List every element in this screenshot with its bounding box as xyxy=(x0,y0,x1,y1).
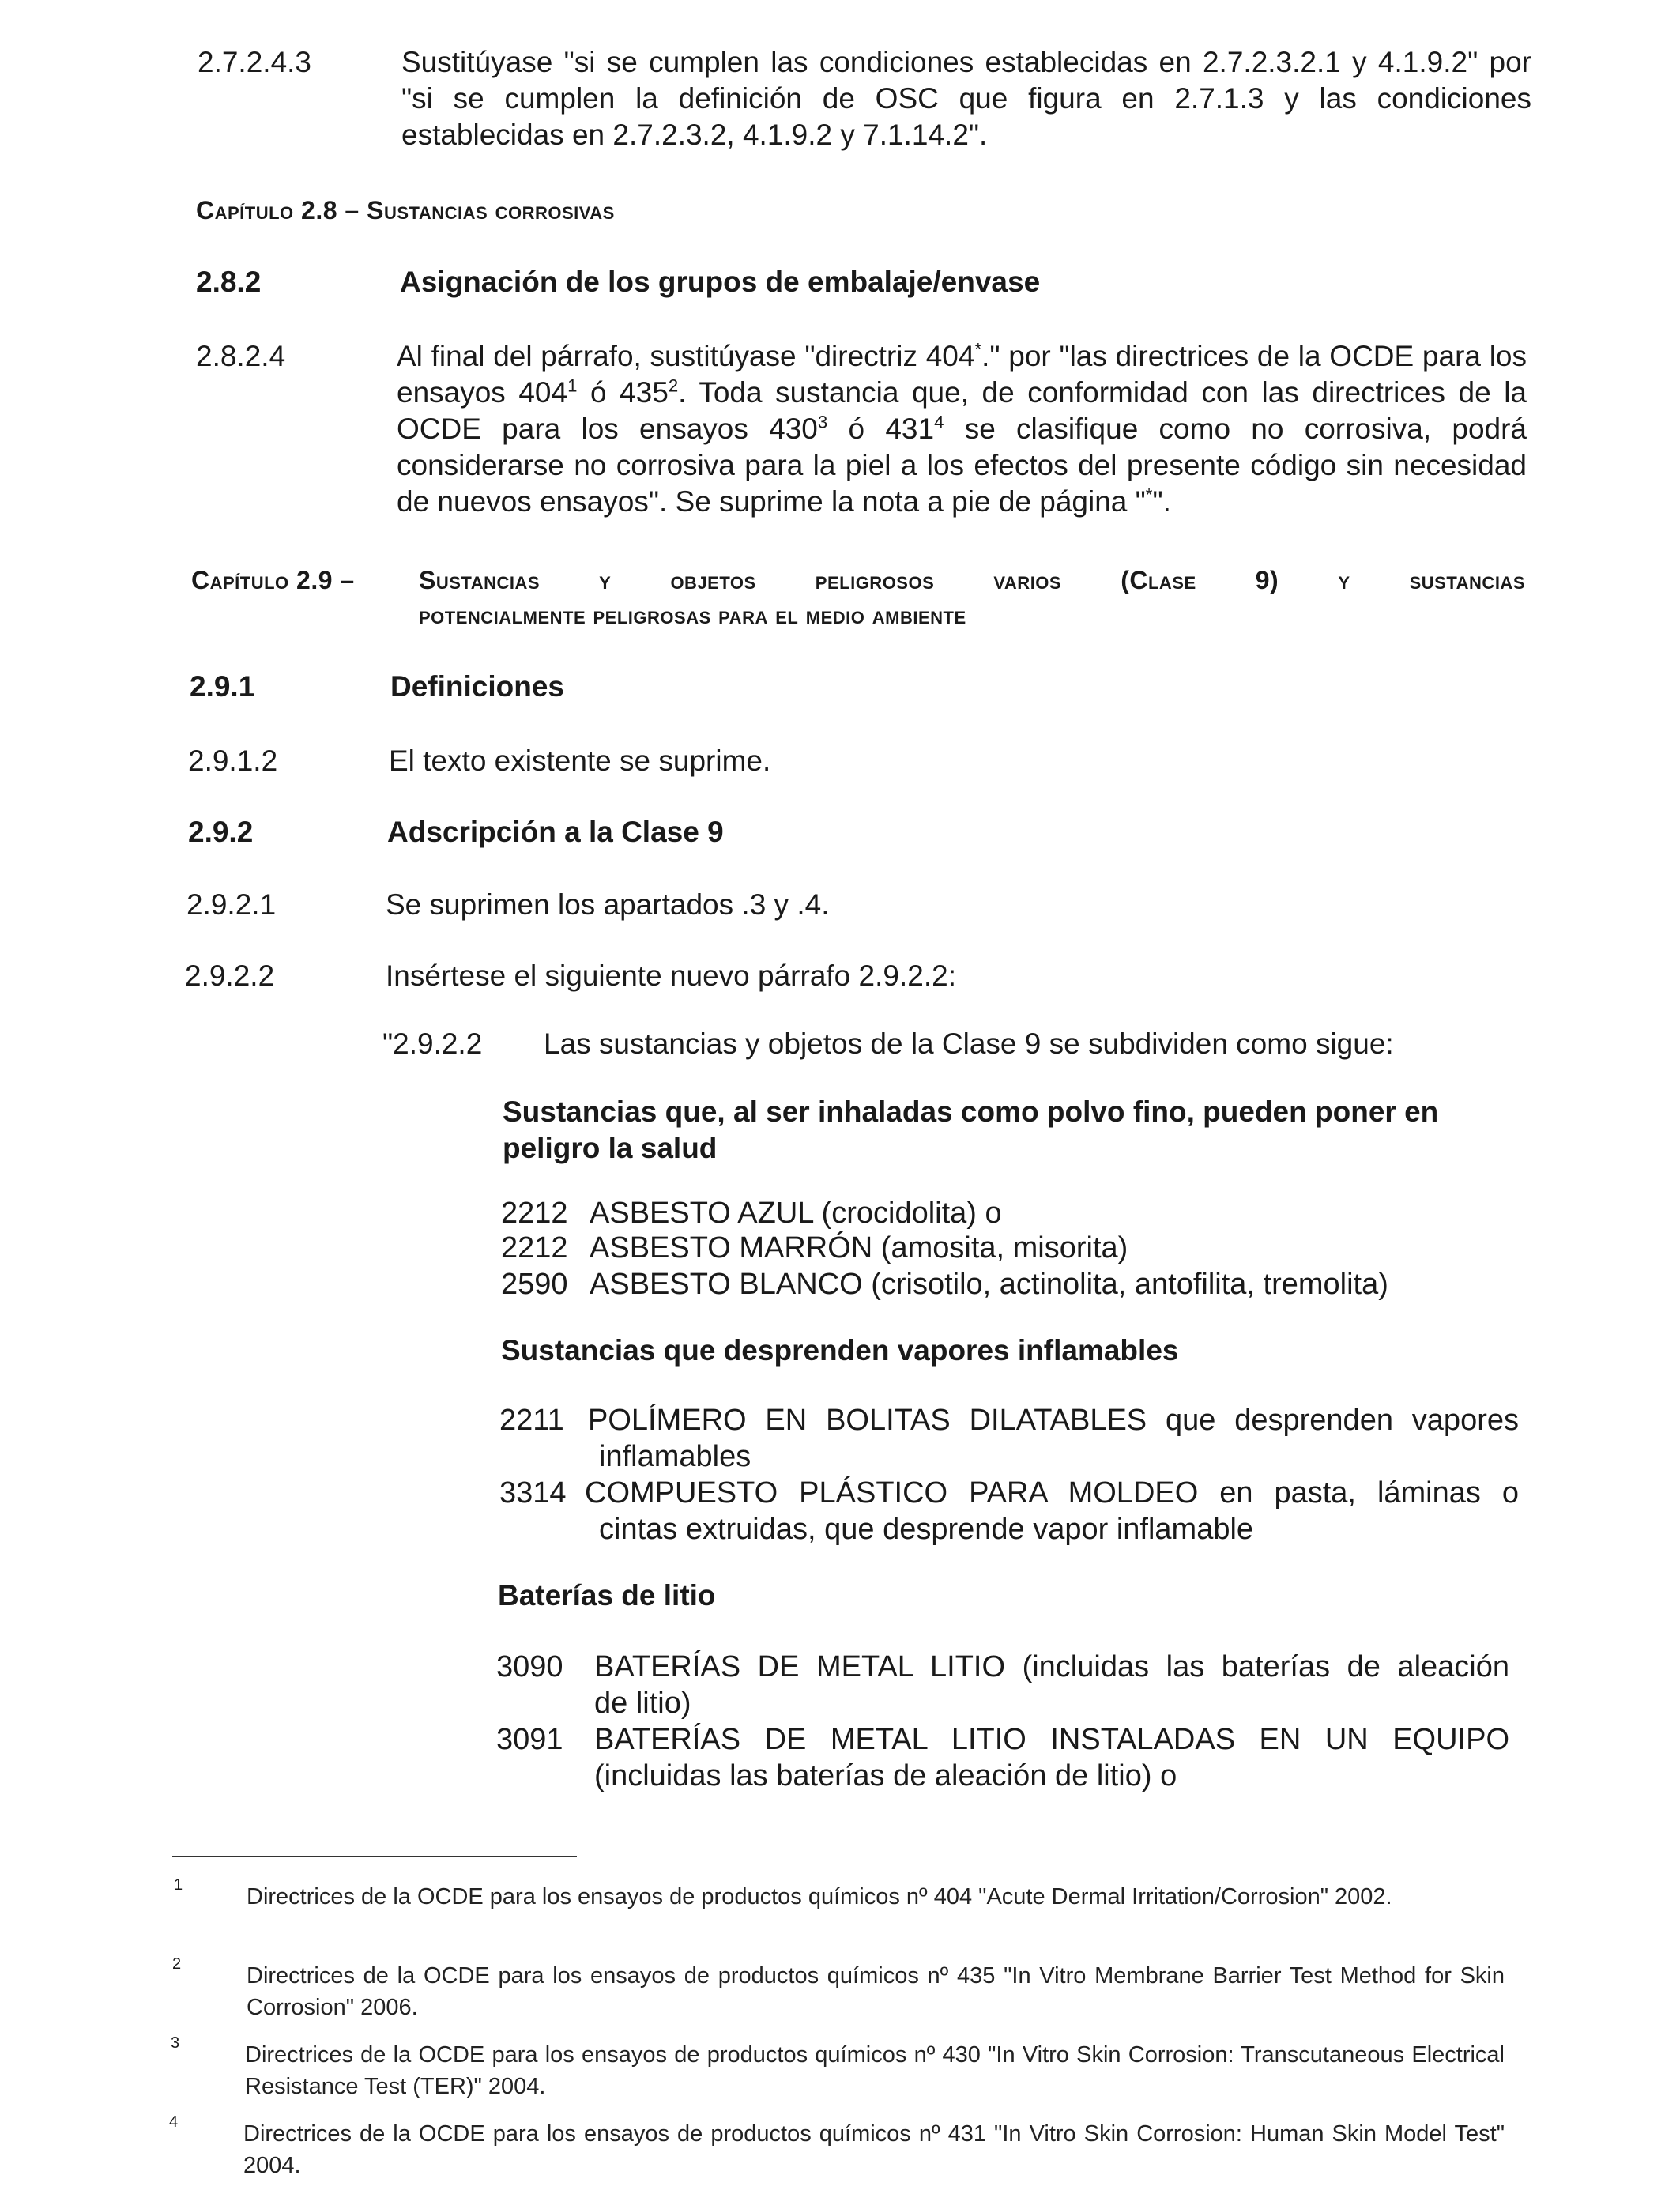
footnote-text: Directrices de la OCDE para los ensayos de productos químicos nº 431 "In Vitro Skin Corrosion: Human Skin Model Test" 2004. xyxy=(243,2121,1505,2178)
list-item: 2212 ASBESTO MARRÓN (amosita, misorita) xyxy=(501,1231,1128,1265)
list-item: 2212 ASBESTO AZUL (crocidolita) o xyxy=(501,1197,1002,1230)
chapter-title-line1: Sustancias y objetos peligrosos varios (Clase 9) y sustancias xyxy=(419,566,1525,594)
quoted-section-number: "2.9.2.2 xyxy=(382,1027,483,1060)
footnote-number: 4 xyxy=(169,2113,179,2131)
footnote-text: Directrices de la OCDE para los ensayos de productos químicos nº 430 "In Vitro Skin Corrosion: Transcutaneous Electrical Resistance Test (TER)" 2004. xyxy=(245,2042,1505,2099)
section-number: 2.8.2 xyxy=(196,266,262,298)
list-item: 3314 COMPUESTO PLÁSTICO PARA MOLDEO en pasta, láminas o cintas extruidas, que desprende vapor inflamable xyxy=(499,1476,1519,1546)
list-item: 3091 BATERÍAS DE METAL LITIO INSTALADAS EN UN EQUIPO (incluidas las baterías de aleación de litio) o xyxy=(496,1723,1509,1793)
footnote-number: 1 xyxy=(174,1876,183,1894)
section-text: Sustitúyase "si se cumplen las condiciones establecidas en 2.7.2.3.2.1 y 4.1.9.2" por "si se cumplen la definición de OSC que figura en 2.7.1.3 y las condiciones establecidas en 2.7.2.3.2, 4.1.9.2 y 7.1.14.2". xyxy=(401,46,1531,151)
chapter-title: Sustancias corrosivas xyxy=(367,196,615,224)
section-number: 2.8.2.4 xyxy=(196,340,286,372)
group-heading-inhaled: Sustancias que, al ser inhaladas como polvo fino, pueden poner en peligro la salud xyxy=(503,1095,1439,1164)
footnote-text: Directrices de la OCDE para los ensayos de productos químicos nº 404 "Acute Dermal Irritation/Corrosion" 2002. xyxy=(247,1884,1392,1909)
section-text: El texto existente se suprime. xyxy=(389,745,771,777)
group-heading-lithium: Baterías de litio xyxy=(498,1579,716,1612)
section-number: 2.9.1 xyxy=(190,670,255,703)
section-title: Asignación de los grupos de embalaje/envase xyxy=(400,266,1041,298)
section-number: 2.7.2.4.3 xyxy=(198,46,312,78)
footnote-separator xyxy=(172,1856,577,1857)
chapter-title-line2: potencialmente peligrosas para el medio ambiente xyxy=(419,601,966,629)
footnote-text: Directrices de la OCDE para los ensayos de productos químicos nº 435 "In Vitro Membrane Barrier Test Method for Skin Corrosion" 2006. xyxy=(247,1963,1505,2020)
footnote-number: 3 xyxy=(171,2034,180,2052)
section-text: Se suprimen los apartados .3 y .4. xyxy=(386,888,830,921)
section-number: 2.9.2 xyxy=(188,816,254,848)
group-heading-vapours: Sustancias que desprenden vapores inflamables xyxy=(501,1334,1179,1367)
section-title: Adscripción a la Clase 9 xyxy=(387,816,724,848)
list-item: 2211 POLÍMERO EN BOLITAS DILATABLES que desprenden vapores inflamables xyxy=(499,1404,1519,1473)
chapter-prefix: Capítulo 2.9 – xyxy=(191,566,355,594)
section-text: Al final del párrafo, sustitúyase "directriz 404*." por "las directrices de la OCDE para los ensayos $404^1$ ó $435^2$. Toda sustancia que, de conformidad con las directrices de la OCDE para los ensayos $430^3$ ó $431^4$ se clasifique como no corrosiva, podrá considerarse no corrosiva para la piel a los efectos del presente código sin necesidad de nuevos ensayos". Se suprime la nota a pie de página "*". xyxy=(397,339,1527,518)
chapter-heading xyxy=(196,193,615,228)
list-item: 3090 BATERÍAS DE METAL LITIO (incluidas las baterías de aleación de litio) xyxy=(496,1650,1509,1720)
section-number: 2.9.2.1 xyxy=(186,888,277,921)
section-number: 2.9.2.2 xyxy=(185,959,275,992)
chapter-prefix: Capítulo 2.8 – xyxy=(196,196,367,224)
section-number: 2.9.1.2 xyxy=(188,745,278,777)
section-text: Insértese el siguiente nuevo párrafo 2.9.2.2: xyxy=(386,959,956,992)
section-title: Definiciones xyxy=(390,670,564,703)
list-item: 2590 ASBESTO BLANCO (crisotilo, actinolita, antofilita, tremolita) xyxy=(501,1268,1388,1301)
quoted-section-text: Las sustancias y objetos de la Clase 9 se subdividen como sigue: xyxy=(544,1027,1394,1060)
footnote-number: 2 xyxy=(172,1955,182,1973)
